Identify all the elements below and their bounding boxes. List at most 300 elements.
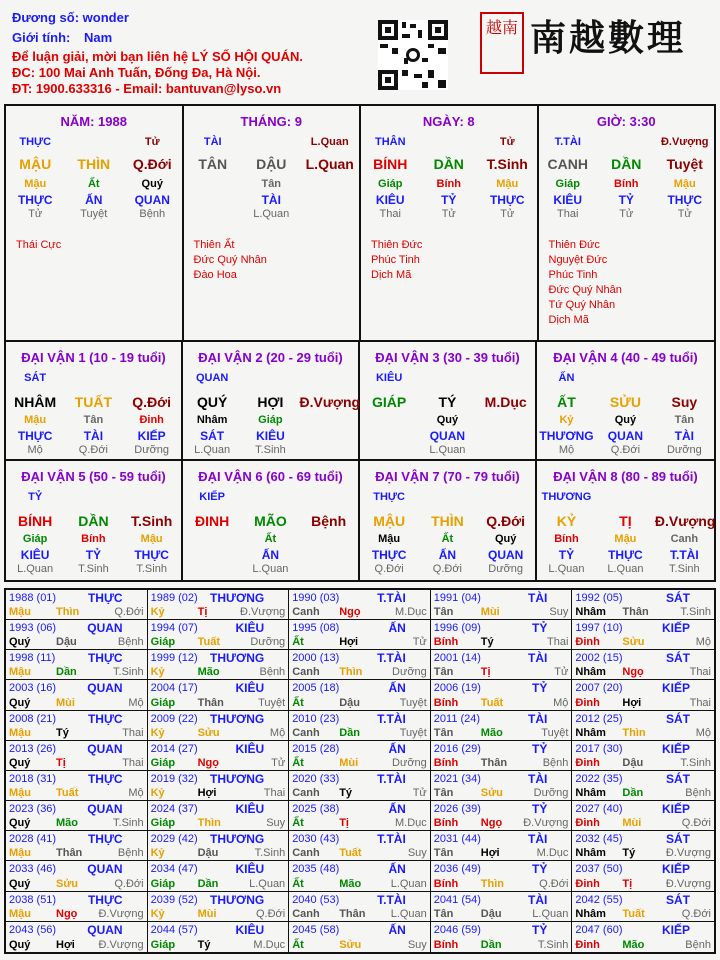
year-label: 2022 (35)	[575, 772, 623, 785]
year-label: 2014 (27)	[150, 742, 198, 755]
year-stem: Canh	[292, 606, 320, 619]
year-branch: Dần	[339, 726, 360, 739]
pillar-cell: THÂN	[374, 136, 406, 148]
pillar-cell: Mậu	[496, 178, 519, 190]
year-god: QUAN	[87, 741, 123, 756]
year-label: 2045 (58)	[292, 923, 340, 936]
year-state: M.Dục	[536, 847, 569, 860]
year-stem: Nhâm	[575, 847, 606, 860]
pillar-cell: Bính	[436, 178, 461, 190]
year-god: ẤN	[388, 802, 406, 817]
pillar-row-state	[539, 208, 715, 220]
dai-van-row-god	[183, 548, 358, 562]
pillar-cell: TỶ	[618, 193, 634, 207]
dai-van-cell: Q.Đới	[78, 444, 108, 456]
year-god: TÀI	[528, 832, 548, 847]
dai-van-cell: Dưỡng	[666, 444, 702, 456]
year-state: Bệnh	[685, 938, 711, 951]
year-branch: Dậu	[622, 756, 644, 769]
year-state: Q.Đới	[114, 606, 144, 619]
year-cell	[431, 922, 573, 952]
pillar-cell: Thai	[557, 208, 579, 220]
dai-van-row-sub	[6, 533, 181, 545]
year-god: SÁT	[666, 711, 690, 726]
dai-van-cell: TÝ	[438, 394, 457, 410]
year-label: 2008 (21)	[9, 712, 57, 725]
pillar-cell: Đ.Vượng	[660, 136, 709, 148]
year-cell	[6, 922, 148, 952]
year-label: 2024 (37)	[150, 803, 198, 816]
year-stem: Nhâm	[575, 606, 606, 619]
year-state: T.Sinh	[254, 847, 286, 860]
year-state: T.Sinh	[680, 606, 711, 619]
dai-van-row-god	[360, 548, 535, 562]
year-god: THƯƠNG	[210, 832, 265, 847]
year-cell	[289, 711, 431, 741]
year-cell	[6, 892, 148, 922]
year-label: 1996 (09)	[433, 622, 481, 635]
star-label: Nguyệt Đức	[548, 254, 608, 266]
pillar-cell: DẬU	[256, 156, 287, 172]
pillar-row-sub	[6, 178, 182, 190]
year-branch: Hợi	[56, 938, 75, 951]
year-god: TỶ	[532, 802, 548, 817]
year-state: M.Dục	[395, 606, 427, 619]
dai-van-row-state	[360, 444, 535, 456]
dai-van-cell: THỰC	[371, 548, 407, 562]
year-cell	[431, 861, 573, 891]
annual-luck-table	[4, 588, 716, 954]
year-label: 2031 (44)	[433, 833, 481, 846]
year-cell	[431, 831, 573, 861]
dai-van-title: ĐẠI VẬN 4 (40 - 49 tuổi)	[553, 350, 698, 365]
year-label: 2028 (41)	[9, 833, 57, 846]
dai-van-row-sub	[183, 414, 358, 426]
year-state: Bệnh	[117, 847, 144, 860]
year-state: Mộ	[128, 787, 144, 800]
year-state: Mộ	[128, 696, 144, 709]
dai-van-cell: Canh	[670, 533, 699, 545]
year-label: 2016 (29)	[433, 742, 481, 755]
year-stem: Kỷ	[150, 606, 165, 619]
year-cell	[6, 771, 148, 801]
pillar-cell: L.Quan	[253, 208, 290, 220]
year-stem: Tân	[433, 666, 454, 679]
pillar-cell: Tuyệt	[80, 208, 108, 220]
year-cell	[289, 801, 431, 831]
year-branch: Mão	[622, 938, 645, 951]
year-cell	[148, 831, 290, 861]
year-label: 2029 (42)	[150, 833, 198, 846]
year-state: Dưỡng	[392, 666, 427, 679]
year-branch: Ngọ	[480, 817, 503, 830]
dai-van-row-sub	[537, 414, 714, 426]
dai-van-cell: THÌN	[431, 513, 464, 529]
year-stem: Canh	[292, 787, 320, 800]
pillar-stars	[184, 238, 267, 283]
pillar-4	[539, 106, 715, 340]
year-god: KIẾP	[661, 922, 690, 937]
year-branch: Mão	[56, 817, 78, 830]
dai-van-row-god	[360, 429, 535, 443]
year-stem: Đinh	[575, 877, 600, 890]
year-state: M.Dục	[253, 938, 286, 951]
year-cell	[6, 680, 148, 710]
year-state: Q.Đới	[681, 907, 711, 920]
dai-van-cell: T.Sinh	[136, 563, 167, 575]
year-god: KIÊU	[235, 681, 265, 696]
pillar-cell: L.Quan	[305, 156, 354, 172]
year-branch: Dần	[197, 877, 219, 890]
pillar-cell: TÀI	[261, 193, 281, 207]
year-stem: Bính	[433, 938, 459, 951]
pillar-row-mid	[6, 156, 182, 172]
dai-van-cell: NHÂM	[14, 394, 57, 410]
year-stem: Đinh	[575, 636, 600, 649]
pillar-cell	[301, 193, 359, 207]
dai-van-1	[6, 342, 183, 461]
year-state: Thai	[263, 787, 286, 800]
year-stem: Canh	[292, 666, 320, 679]
dai-van-row-god	[6, 429, 181, 443]
year-state: Dưỡng	[250, 636, 286, 649]
year-branch: Mùi	[56, 696, 75, 709]
dai-van-row-state	[6, 444, 181, 456]
dai-van-2	[183, 342, 360, 461]
year-god: TÀI	[528, 591, 548, 605]
year-branch: Dần	[480, 938, 502, 951]
year-state: T.Sinh	[113, 817, 144, 830]
pillar-cell: Giáp	[378, 178, 403, 190]
dai-van-cell: KỶ	[556, 513, 577, 529]
year-state: Đ.Vượng	[665, 847, 711, 860]
year-god: T.TÀI	[377, 892, 406, 907]
year-cell	[6, 620, 148, 650]
year-label: 2020 (33)	[292, 772, 340, 785]
dai-van-row-mid	[537, 394, 714, 410]
pillar-cell: Ất	[87, 178, 100, 190]
year-branch: Sửu	[197, 726, 220, 739]
year-stem: Ất	[292, 756, 304, 769]
dai-van-cell: Mộ	[558, 444, 575, 456]
dai-van-cell: DẦN	[78, 513, 109, 529]
year-state: Tuyệt	[399, 696, 427, 709]
dai-van-cell: TỶ	[558, 548, 575, 562]
year-state: Mộ	[695, 726, 711, 739]
year-branch: Sửu	[56, 877, 79, 890]
dai-van-cell: T.TÀI	[670, 548, 699, 562]
year-god: SÁT	[666, 771, 690, 786]
year-god: QUAN	[87, 922, 123, 937]
year-cell	[289, 590, 431, 620]
dai-van-cell: Mậu	[140, 533, 163, 545]
year-state: Thai	[689, 696, 711, 709]
year-state: Suy	[549, 606, 569, 619]
dai-van-cell	[300, 563, 358, 575]
star-label: Dịch Mã	[548, 314, 589, 326]
dai-van-row-mid	[183, 513, 358, 529]
year-branch: Mão	[197, 666, 220, 679]
year-stem: Đinh	[575, 938, 600, 951]
dai-van-cell: MÃO	[254, 513, 287, 529]
year-cell	[148, 771, 290, 801]
dai-van-god: QUAN	[195, 372, 229, 384]
dai-van-cell: Q.Đới	[432, 563, 462, 575]
dai-van-cell: Kỷ	[559, 414, 574, 426]
star-label: Đức Quý Nhân	[548, 284, 622, 296]
year-stem: Mậu	[9, 847, 31, 860]
dai-van-title: ĐẠI VẬN 7 (70 - 79 tuổi)	[375, 469, 520, 484]
dai-van-row-sub	[360, 533, 535, 545]
year-stem: Đinh	[575, 696, 600, 709]
dai-van-cell	[300, 533, 358, 545]
dai-van-4	[537, 342, 714, 461]
year-god: THƯƠNG	[210, 892, 265, 907]
year-branch: Hợi	[622, 696, 642, 709]
year-state: Suy	[266, 817, 286, 830]
star-label: Thiên Ất	[193, 239, 235, 251]
year-cell	[572, 620, 714, 650]
pillar-cell: KIÊU	[375, 193, 405, 207]
dai-van-row-state	[537, 444, 714, 456]
year-cell	[431, 650, 573, 680]
year-stem: Nhâm	[575, 666, 606, 679]
year-branch: Ngọ	[622, 666, 644, 679]
pillar-cell: THỰC	[17, 193, 53, 207]
dai-van-cell: L.Quan	[17, 563, 54, 575]
dai-van-cell: ẤT	[557, 394, 576, 410]
year-branch: Mùi	[339, 756, 359, 769]
year-cell	[572, 741, 714, 771]
year-state: Thai	[122, 756, 144, 769]
pillar-cell: ẤN	[85, 193, 103, 207]
dai-van-cell: Suy	[671, 394, 698, 410]
pillar-cell: MẬU	[19, 156, 52, 172]
pillar-1	[6, 106, 184, 340]
dai-van-god: THƯƠNG	[541, 491, 592, 503]
year-branch: Thân	[622, 606, 649, 619]
pillar-row-top	[184, 136, 360, 148]
year-god: T.TÀI	[377, 711, 406, 726]
year-state: Mộ	[269, 726, 286, 739]
qr-code-icon[interactable]	[378, 20, 448, 90]
year-cell	[6, 650, 148, 680]
year-label: 1990 (03)	[292, 592, 340, 604]
year-stem: Kỷ	[150, 726, 165, 739]
dai-van-cell: M.Dục	[484, 394, 527, 410]
year-branch: Ngọ	[197, 756, 219, 769]
pillar-cell: TỶ	[441, 193, 457, 207]
year-stem: Giáp	[150, 696, 176, 709]
year-branch: Tị	[622, 877, 633, 890]
pillar-cell: DẦN	[611, 156, 642, 172]
year-god: THỰC	[87, 591, 123, 605]
year-stem: Kỷ	[150, 666, 165, 679]
dai-van-cell: SÁT	[200, 429, 225, 443]
year-stem: Mậu	[9, 787, 31, 800]
year-stem: Ất	[292, 817, 304, 830]
year-cell	[6, 831, 148, 861]
dai-van-cell: Q.Đới	[374, 563, 404, 575]
year-label: 2010 (23)	[292, 712, 340, 725]
dai-van-row-mid	[360, 513, 535, 529]
year-stem: Canh	[292, 907, 320, 920]
dai-van-cell	[300, 444, 358, 456]
year-stem: Giáp	[150, 636, 176, 649]
year-god: THỰC	[87, 771, 123, 786]
pillar-cell: CANH	[547, 156, 588, 172]
dai-van-cell: Tân	[83, 414, 104, 426]
pillar-cell	[301, 208, 359, 220]
dai-van-cell: TÀI	[674, 429, 695, 443]
year-state: Đ.Vượng	[240, 606, 286, 619]
year-label: 2046 (59)	[433, 923, 481, 936]
year-god: QUAN	[87, 681, 123, 696]
pillar-row-god	[539, 193, 715, 207]
year-branch: Tuất	[339, 847, 362, 860]
year-stem: Quý	[9, 817, 31, 830]
year-cell	[148, 801, 290, 831]
dai-van-title: ĐẠI VẬN 2 (20 - 29 tuổi)	[198, 350, 343, 365]
dai-van-row-mid	[183, 394, 361, 410]
year-label: 2021 (34)	[433, 772, 481, 785]
year-label: 2006 (19)	[433, 682, 481, 695]
dai-van-5	[6, 461, 183, 580]
pillar-title: GIỜ: 3:30	[596, 114, 656, 129]
year-label: 1994 (07)	[150, 622, 198, 635]
year-cell	[572, 680, 714, 710]
dai-van-cell: Dưỡng	[488, 563, 524, 575]
year-label: 2012 (25)	[575, 712, 623, 725]
pillar-cell: Bệnh	[139, 208, 166, 220]
dai-van-cell: ĐINH	[195, 513, 230, 529]
year-stem: Quý	[9, 877, 31, 890]
header	[0, 0, 720, 100]
dai-van-cell: Mậu	[378, 533, 401, 545]
dai-van-row-sub	[6, 414, 181, 426]
red-seal-stamp: 越南	[480, 12, 524, 74]
year-stem: Tân	[433, 726, 454, 739]
year-label: 2011 (24)	[433, 712, 481, 725]
dai-van-cell: T.Sinh	[78, 563, 109, 575]
year-god: ẤN	[388, 862, 406, 877]
year-stem: Tân	[433, 606, 454, 619]
year-god: THƯƠNG	[210, 591, 265, 605]
year-god: KIÊU	[235, 621, 265, 636]
year-label: 1992 (05)	[575, 592, 623, 604]
dai-van-cell: L.Quan	[548, 563, 585, 575]
dai-van-row-state	[6, 563, 181, 575]
year-label: 2019 (32)	[150, 772, 198, 785]
year-cell	[148, 741, 290, 771]
dai-van-cell: Tân	[674, 414, 695, 426]
dai-van-cell: Mậu	[24, 414, 47, 426]
year-label: 2003 (16)	[9, 682, 57, 695]
dai-van-row-mid	[6, 394, 181, 410]
pillar-cell	[184, 193, 242, 207]
year-state: Đ.Vượng	[665, 877, 711, 890]
dai-van-cell: Dưỡng	[134, 444, 170, 456]
dai-van-cell: T.Sinh	[255, 444, 286, 456]
year-branch: Hợi	[197, 787, 217, 800]
dai-van-row-state	[360, 563, 535, 575]
year-state: Tử	[271, 756, 286, 769]
dai-van-cell: QUAN	[429, 429, 466, 443]
dai-van-god: THỰC	[373, 491, 405, 503]
year-god: KIẾP	[661, 862, 690, 877]
year-branch: Tý	[56, 726, 69, 739]
year-label: 2007 (20)	[575, 682, 623, 695]
pillar-cell: Tuyệt	[666, 156, 703, 172]
dai-van-god: KIẾP	[199, 491, 225, 503]
year-god: T.TÀI	[377, 832, 406, 847]
dai-van-row-god	[6, 548, 181, 562]
star-label: Dịch Mã	[371, 269, 412, 281]
year-cell	[6, 741, 148, 771]
year-branch: Dậu	[197, 847, 219, 860]
dai-van-cell	[300, 429, 358, 443]
pillar-cell	[597, 136, 655, 148]
year-cell	[6, 590, 148, 620]
year-label: 2035 (48)	[292, 863, 340, 876]
year-branch: Thân	[197, 696, 224, 709]
pillar-cell: Quý	[141, 178, 163, 190]
pillar-stars	[6, 238, 61, 253]
year-branch: Mão	[480, 726, 503, 739]
year-label: 2039 (52)	[150, 893, 198, 906]
year-cell	[431, 620, 573, 650]
dai-van-title: ĐẠI VẬN 5 (50 - 59 tuổi)	[21, 469, 166, 484]
year-label: 2025 (38)	[292, 803, 340, 816]
year-label: 2044 (57)	[150, 923, 198, 936]
year-cell	[431, 711, 573, 741]
star-label: Phúc Tinh	[371, 254, 420, 266]
dai-van-row-state	[183, 444, 358, 456]
year-stem: Kỷ	[150, 847, 165, 860]
year-branch: Thân	[480, 756, 508, 769]
year-branch: Ngọ	[339, 606, 361, 619]
pillar-row-mid	[361, 156, 537, 172]
year-stem: Bính	[433, 877, 459, 890]
year-cell	[431, 771, 573, 801]
year-label: 2041 (54)	[433, 893, 481, 906]
year-state: Tuyệt	[541, 726, 569, 739]
pillar-title: NĂM: 1988	[60, 114, 127, 129]
year-cell	[148, 861, 290, 891]
year-state: L.Quan	[390, 907, 427, 920]
year-god: T.TÀI	[377, 591, 406, 605]
dai-van-cell: Nhâm	[196, 414, 228, 426]
pillar-cell: Mậu	[673, 178, 696, 190]
star-label: Phúc Tinh	[548, 269, 598, 281]
dai-van-cell: L.Quan	[252, 563, 289, 575]
pillar-cell: Q.Đới	[132, 156, 172, 172]
year-label: 2042 (55)	[575, 893, 623, 906]
year-state: Bệnh	[685, 787, 711, 800]
year-stem: Quý	[9, 636, 31, 649]
year-state: Suy	[407, 847, 427, 860]
dai-van-cell: THƯƠNG	[539, 429, 594, 443]
dai-van-cell: L.Quan	[607, 563, 644, 575]
year-state: T.Sinh	[680, 756, 711, 769]
year-branch: Mùi	[622, 817, 642, 830]
dai-van-cell: Mậu	[614, 533, 637, 545]
pillar-cell: Thai	[379, 208, 401, 220]
year-cell	[431, 892, 573, 922]
year-cell	[431, 680, 573, 710]
address-line: ĐC: 100 Mai Anh Tuấn, Đống Đa, Hà Nội.	[12, 65, 261, 80]
year-branch: Dậu	[480, 907, 502, 920]
